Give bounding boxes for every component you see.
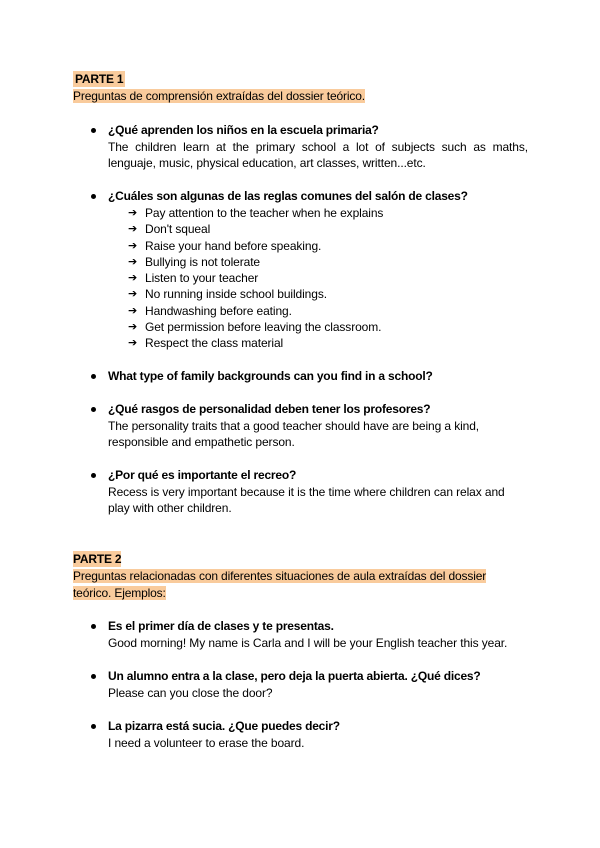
question-row <box>91 401 528 418</box>
bullet-dot-icon <box>91 407 96 412</box>
rule-item <box>128 319 448 335</box>
question-text: ¿Cuáles son algunas de las reglas comunes del salón de clases? <box>108 189 468 203</box>
part2-subtitle-text: Preguntas relacionadas con diferentes situaciones de aula extraídas del dossier teórico. Ejemplos: <box>73 569 487 600</box>
rule-text: Handwashing before eating. <box>145 303 292 318</box>
rule-item <box>128 270 448 286</box>
answer-text: Good morning! My name is Carla and I will be your English teacher this year. <box>108 635 508 650</box>
rule-text: No running inside school buildings. <box>145 287 327 302</box>
right-arrow-icon: ➔ <box>128 320 138 334</box>
bullet-dot-icon <box>91 194 96 199</box>
rule-text: Pay attention to the teacher when he explains <box>145 206 384 220</box>
answer-text: The children learn at the primary school a lot of subjects such as maths, lenguaje, music, physical education, art classes, written...etc. <box>108 139 528 170</box>
right-arrow-icon: ➔ <box>128 206 138 219</box>
question-row <box>91 188 528 205</box>
part2-subtitle <box>73 568 513 601</box>
rule-item <box>128 205 448 221</box>
part2-question-3 <box>91 718 528 751</box>
rule-text: Raise your hand before speaking. <box>145 238 322 253</box>
rule-item <box>128 335 448 351</box>
rule-text: Listen to your teacher <box>145 271 259 286</box>
answer-text: I need a volunteer to erase the board. <box>108 735 305 750</box>
rule-item <box>128 254 448 270</box>
bullet-dot-icon <box>91 374 96 379</box>
right-arrow-icon: ➔ <box>128 287 138 301</box>
question-text: ¿Qué aprenden los niños en la escuela primaria? <box>108 123 379 137</box>
answer-text: Recess is very important because it is the time where children can relax and play with other children. <box>108 484 505 515</box>
question-text: ¿Qué rasgos de personalidad deben tener los profesores? <box>108 402 431 416</box>
question-text: La pizarra está sucia. ¿Que puedes decir? <box>108 719 340 733</box>
bullet-dot-icon <box>91 724 96 729</box>
rule-item <box>128 238 448 254</box>
right-arrow-icon: ➔ <box>128 271 138 285</box>
rule-text: Respect the class material <box>145 336 284 351</box>
part2-question-1 <box>91 618 528 651</box>
question-row <box>91 618 528 635</box>
question-row <box>91 122 528 139</box>
answer-text: The personality traits that a good teacher should have are being a kind, responsible and empathetic person. <box>108 418 480 449</box>
question-row <box>91 718 528 735</box>
question-row <box>91 668 528 685</box>
question-row <box>91 368 528 385</box>
question-text: Un alumno entra a la clase, pero deja la puerta abierta. ¿Qué dices? <box>108 669 481 683</box>
rule-text: Don't squeal <box>145 222 211 237</box>
bullet-dot-icon <box>91 624 96 629</box>
question-row <box>91 467 528 484</box>
part1-question-4 <box>91 401 528 451</box>
right-arrow-icon: ➔ <box>128 254 138 268</box>
right-arrow-icon: ➔ <box>128 238 138 252</box>
bullet-dot-icon <box>91 473 96 478</box>
right-arrow-icon: ➔ <box>128 336 138 350</box>
part1-subtitle <box>73 88 513 105</box>
right-arrow-icon: ➔ <box>128 222 138 236</box>
part1-question-5 <box>91 467 528 517</box>
rule-item <box>128 221 448 237</box>
part2-title: PARTE 2 <box>73 552 122 566</box>
classroom-rules-list <box>128 205 448 352</box>
part1-question-2 <box>91 188 528 205</box>
rule-text: Bullying is not tolerate <box>145 254 260 269</box>
question-text: ¿Por qué es importante el recreo? <box>108 468 297 482</box>
question-text: What type of family backgrounds can you find in a school? <box>108 369 433 383</box>
part1-subtitle-text: Preguntas de comprensión extraídas del dossier teórico. <box>73 89 365 103</box>
part1-question-3 <box>91 368 528 385</box>
bullet-dot-icon <box>91 674 96 679</box>
right-arrow-icon: ➔ <box>128 303 138 317</box>
rule-item <box>128 286 448 302</box>
part1-title: PARTE 1 <box>75 72 124 86</box>
bullet-dot-icon <box>91 128 96 133</box>
part2-question-2 <box>91 668 528 701</box>
rule-text: Get permission before leaving the classroom. <box>145 320 382 335</box>
question-text: Es el primer día de clases y te presentas. <box>108 619 334 633</box>
rule-item <box>128 303 448 319</box>
part1-question-1 <box>91 122 528 172</box>
answer-text: Please can you close the door? <box>108 685 273 700</box>
